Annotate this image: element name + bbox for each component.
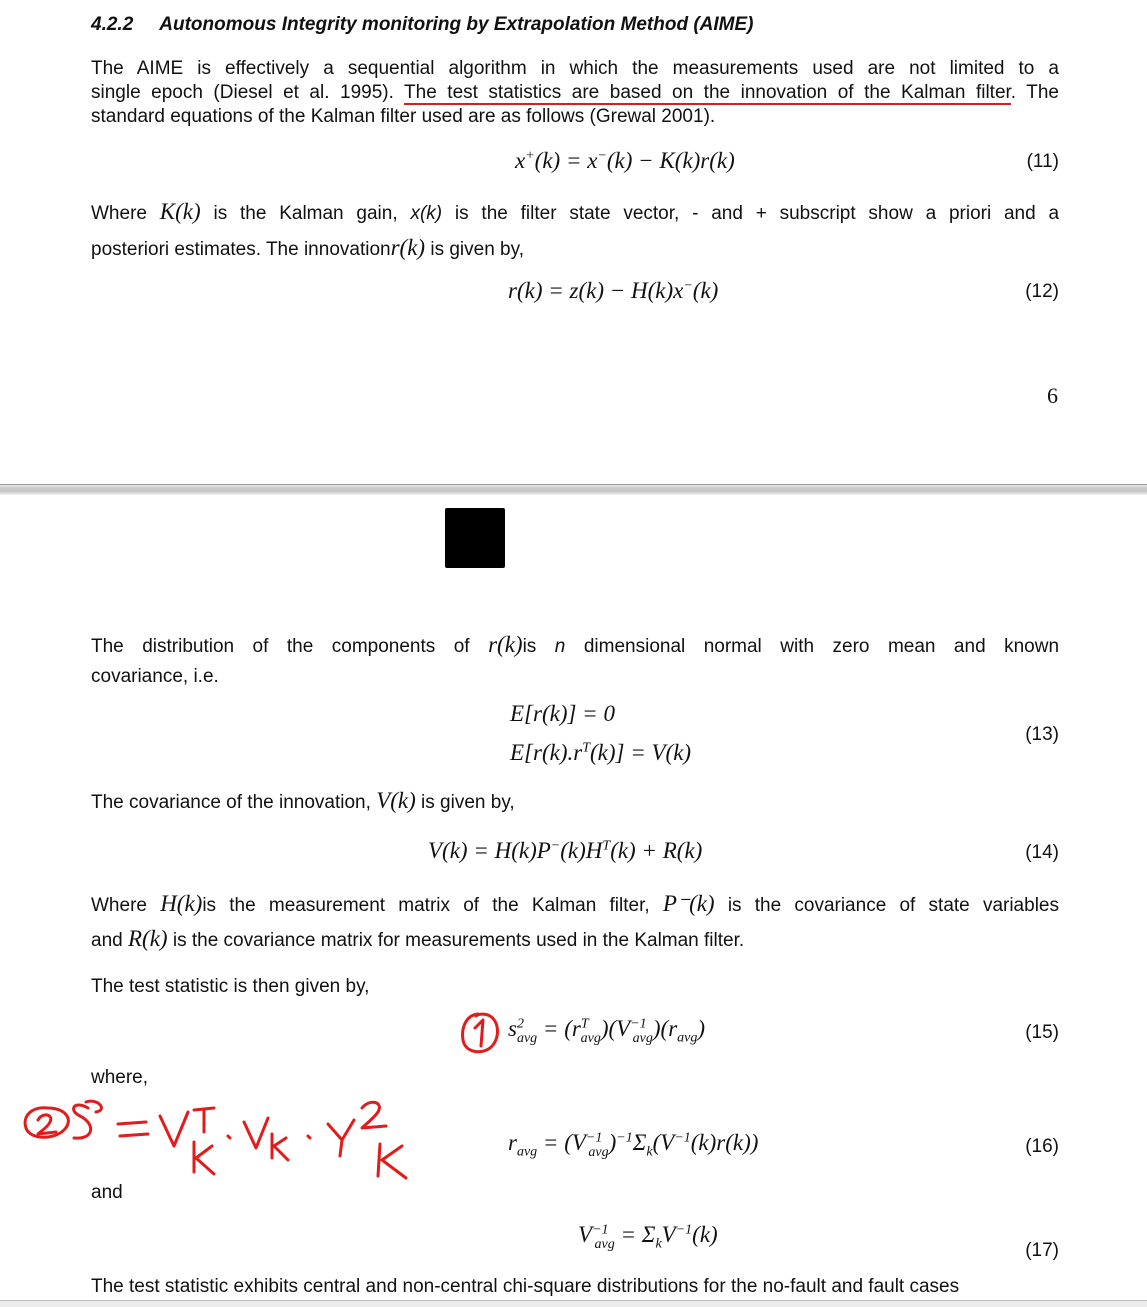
intro-line-2 <box>91 81 1059 105</box>
measurement-matrix-text: is the measurement matrix of the Kalman filter, <box>202 895 650 916</box>
paragraph-distribution <box>91 630 1059 692</box>
equation-15-number: (15) <box>1025 1022 1059 1043</box>
section-heading <box>91 14 754 36</box>
dimensional-text: dimensional normal with zero mean and known <box>583 636 1060 657</box>
equation-14-number: (14) <box>1025 842 1059 863</box>
covariance-text: The covariance of the innovation, <box>91 792 371 813</box>
paragraph-chi-square: The test statistic exhibits central and non-central chi-square distributions for the no-fault and fault cases <box>91 1276 960 1297</box>
where-label: where, <box>91 1067 149 1088</box>
black-box-image <box>445 508 505 568</box>
equation-13-line-1: E[r(k)] = 0 <box>510 701 615 726</box>
equation-11-number: (11) <box>1026 151 1059 172</box>
paragraph-kalman-gain <box>91 195 1059 267</box>
handwritten-formula-annotation <box>18 1094 418 1184</box>
given-by-text: is given by, <box>421 792 515 813</box>
page-separator <box>0 484 1147 495</box>
equation-14: $V(k) = H(k)P^-(k)H^T(k) + R(k)$ <box>428 838 703 863</box>
equation-13-line-2: $E[r(k).r^T(k)] = V(k)$ <box>510 740 692 765</box>
math-V: V(k) <box>376 788 416 813</box>
section-number: 4.2.2 <box>91 14 134 35</box>
section-title: Autonomous Integrity monitoring by Extrapolation Method (AIME) <box>159 14 754 35</box>
distribution-line-2: covariance, i.e. <box>91 666 219 687</box>
math-n: n <box>554 636 566 657</box>
matrix-line-2 <box>91 922 1059 957</box>
word-and: and <box>91 930 123 951</box>
kalman-gain-text: is the Kalman gain, <box>213 203 398 224</box>
equation-15: $s^2_{avg} = (r^T_{avg})(V^{-1}_{avg})(r_{avg})$ <box>508 1016 706 1046</box>
intro-line-1: The AIME is effectively a sequential algorithm in which the measurements used are not limited to a <box>91 58 1059 79</box>
kalman-line-1 <box>91 195 1059 231</box>
math-r: r(k) <box>390 235 426 260</box>
state-covariance-text: is the covariance of state variables <box>727 895 1059 916</box>
measurement-covariance-text: is the covariance matrix for measurements used in the Kalman filter. <box>172 930 745 951</box>
equation-11: x+(k) = x−(k) − K(k)r(k) <box>515 148 735 173</box>
word-where: Where <box>91 895 147 916</box>
state-vector-text: is the filter state vector, - and + subscript show a priori and a <box>454 203 1060 224</box>
and-label: and <box>91 1182 123 1203</box>
paragraph-intro <box>91 57 1059 129</box>
math-x: x(k) <box>410 203 443 224</box>
paragraph-test-statistic: The test statistic is then given by, <box>91 976 370 997</box>
equation-16-number: (16) <box>1025 1136 1059 1157</box>
word-where: Where <box>91 203 147 224</box>
paragraph-covariance <box>91 788 515 814</box>
math-P: P⁻(k) <box>662 891 715 916</box>
page-number: 6 <box>1047 383 1058 408</box>
equation-12: r(k) = z(k) − H(k)x−(k) <box>508 278 719 303</box>
intro-line-2-end: . The <box>1010 82 1059 103</box>
underlined-statement: The test statistics are based on the innovation of the Kalman filter <box>404 82 1011 103</box>
math-K: K(k) <box>159 199 201 224</box>
matrix-line-1 <box>91 887 1059 922</box>
intro-line-2-start: single epoch (Diesel et al. 1995). <box>91 82 405 103</box>
math-r: r(k) <box>488 632 523 657</box>
distribution-text: The distribution of the components of <box>91 636 470 657</box>
given-by-text: is given by, <box>430 239 524 260</box>
intro-line-3: standard equations of the Kalman filter used are as follows (Grewal 2001). <box>91 106 716 127</box>
equation-13-number: (13) <box>1025 724 1059 745</box>
distribution-line-1 <box>91 630 1059 662</box>
equation-17: $V^{-1}_{avg} = \Sigma_kV^{-1}(k)$ <box>578 1222 718 1252</box>
math-R: R(k) <box>127 926 168 951</box>
word-is: is <box>522 636 537 657</box>
equation-17-number: (17) <box>1025 1240 1059 1261</box>
innovation-text: posteriori estimates. The innovation <box>91 239 391 260</box>
paragraph-measurement-matrix <box>91 887 1059 957</box>
equation-16: $r_{avg} = (V^{-1}_{avg})^{-1}\Sigma_k(V^{-1}(k)r(k))$ <box>508 1130 759 1160</box>
kalman-line-2 <box>91 231 1059 267</box>
circled-1-annotation <box>458 1008 504 1058</box>
equation-12-number: (12) <box>1025 281 1059 302</box>
math-H: H(k) <box>160 891 203 916</box>
